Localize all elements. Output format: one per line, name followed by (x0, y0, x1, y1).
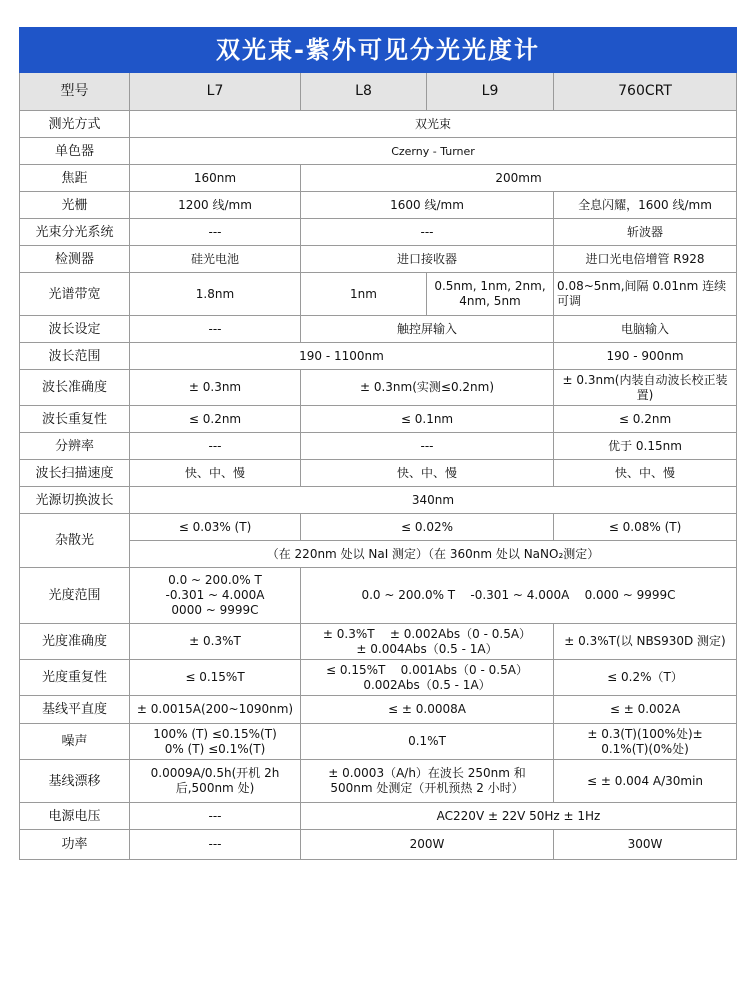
cell-value: 0.1%T (301, 724, 554, 760)
cell-line: 0% (T) ≤0.1%(T) (164, 741, 266, 756)
cell-value (130, 724, 301, 760)
table-row (20, 460, 737, 487)
table-row (20, 696, 737, 724)
cell-line: ± 0.3(T)(100%处)± (587, 726, 703, 741)
table-row (20, 624, 737, 660)
cell-value: ± 0.3%T(以 NBS930D 测定) (554, 624, 737, 660)
row-label: 噪声 (20, 724, 130, 760)
cell-value: 340nm (130, 487, 737, 514)
row-label: 光度重复性 (20, 660, 130, 696)
cell-value: ≤ ± 0.004 A/30min (554, 760, 737, 803)
cell-value: ≤ 0.08% (T) (554, 514, 737, 541)
row-label: 波长扫描速度 (20, 460, 130, 487)
cell-value (130, 760, 301, 803)
cell-value: --- (130, 219, 301, 246)
cell-value (301, 660, 554, 696)
table-row (20, 760, 737, 803)
cell-value: --- (130, 433, 301, 460)
cell-value: 硅光电池 (130, 246, 301, 273)
cell-line: ± 0.3%T ± 0.002Abs（0 - 0.5A） (322, 626, 532, 641)
cell-line: -0.301 ~ 4.000A (165, 588, 265, 602)
cell-value (554, 724, 737, 760)
cell-line: 后,500nm 处) (175, 781, 255, 795)
table-row (20, 830, 737, 860)
cell-value: 全息闪耀，1600 线/mm (554, 192, 737, 219)
table-row (20, 343, 737, 370)
table-row (20, 370, 737, 406)
row-label: 光束分光系统 (20, 219, 130, 246)
row-label: 分辨率 (20, 433, 130, 460)
table-row (20, 406, 737, 433)
cell-value: --- (130, 830, 301, 860)
header-model-760crt: 760CRT (554, 73, 737, 111)
page-title: 双光束-紫外可见分光光度计 (20, 28, 737, 73)
cell-value: 1600 线/mm (301, 192, 554, 219)
cell-note: （在 220nm 处以 NaI 测定）（在 360nm 处以 NaNO₂测定） (130, 541, 737, 568)
cell-value: ± 0.3nm(内装自动波长校正装置) (554, 370, 737, 406)
table-row (20, 433, 737, 460)
cell-value: ± 0.3nm(实测≤0.2nm) (301, 370, 554, 406)
cell-value: ± 0.0015A(200~1090nm) (130, 696, 301, 724)
cell-value: 快、中、慢 (554, 460, 737, 487)
cell-value: 0.5nm, 1nm, 2nm, 4nm, 5nm (427, 273, 554, 316)
table-row (20, 316, 737, 343)
row-label: 基线平直度 (20, 696, 130, 724)
table-row (20, 165, 737, 192)
cell-line: 0.1%(T)(0%处) (601, 741, 689, 756)
table-row (20, 192, 737, 219)
cell-value: 优于 0.15nm (554, 433, 737, 460)
row-label: 波长设定 (20, 316, 130, 343)
row-label: 检测器 (20, 246, 130, 273)
cell-value: Czerny - Turner (130, 138, 737, 165)
cell-value: 1.8nm (130, 273, 301, 316)
cell-line: 0000 ~ 9999C (171, 603, 259, 617)
cell-value: 300W (554, 830, 737, 860)
row-label: 光谱带宽 (20, 273, 130, 316)
row-label: 光度范围 (20, 568, 130, 624)
cell-line: 100% (T) ≤0.15%(T) (153, 726, 277, 741)
cell-value: ≤ 0.02% (301, 514, 554, 541)
cell-line: 0.002Abs（0.5 - 1A） (363, 677, 491, 692)
row-label: 光度准确度 (20, 624, 130, 660)
cell-value: ≤ 0.1nm (301, 406, 554, 433)
cell-line: 0.0009A/0.5h(开机 2h (150, 766, 280, 780)
row-label: 波长准确度 (20, 370, 130, 406)
cell-value: --- (130, 803, 301, 830)
table-row (20, 273, 737, 316)
cell-line: ± 0.004Abs（0.5 - 1A） (356, 641, 498, 656)
row-label: 功率 (20, 830, 130, 860)
cell-line: ≤ 0.15%T 0.001Abs（0 - 0.5A） (326, 662, 528, 677)
cell-value: 190 - 1100nm (130, 343, 554, 370)
row-label: 电源电压 (20, 803, 130, 830)
header-row (20, 73, 737, 111)
cell-value: ≤ 0.15%T (130, 660, 301, 696)
cell-value: --- (301, 433, 554, 460)
cell-value: 0.0 ~ 200.0% T -0.301 ~ 4.000A 0.000 ~ 9999C (301, 568, 737, 624)
row-label: 测光方式 (20, 111, 130, 138)
row-label: 单色器 (20, 138, 130, 165)
cell-value: --- (130, 316, 301, 343)
row-label: 光栅 (20, 192, 130, 219)
cell-value: ± 0.3nm (130, 370, 301, 406)
title-row (20, 28, 737, 73)
cell-line: 500nm 处测定（开机预热 2 小时） (330, 781, 524, 795)
row-label: 基线漂移 (20, 760, 130, 803)
cell-value: ≤ ± 0.002A (554, 696, 737, 724)
cell-value: 1200 线/mm (130, 192, 301, 219)
cell-value: AC220V ± 22V 50Hz ± 1Hz (301, 803, 737, 830)
header-label: 型号 (20, 73, 130, 111)
table-row (20, 219, 737, 246)
cell-value: ≤ ± 0.0008A (301, 696, 554, 724)
cell-value: 160nm (130, 165, 301, 192)
cell-value: 斩波器 (554, 219, 737, 246)
table-row (20, 803, 737, 830)
cell-value: ≤ 0.2%（T） (554, 660, 737, 696)
table-row (20, 514, 737, 541)
cell-value (130, 568, 301, 624)
row-label: 焦距 (20, 165, 130, 192)
header-model-l9: L9 (427, 73, 554, 111)
cell-value: ± 0.3%T (130, 624, 301, 660)
table-row (20, 660, 737, 696)
cell-value: 200mm (301, 165, 737, 192)
cell-value: 进口接收器 (301, 246, 554, 273)
cell-line: 0.0 ~ 200.0% T (168, 573, 262, 587)
cell-value: 200W (301, 830, 554, 860)
cell-value: 0.08~5nm,间隔 0.01nm 连续可调 (554, 273, 737, 316)
table-row (20, 246, 737, 273)
table-row (20, 111, 737, 138)
cell-value: 快、中、慢 (130, 460, 301, 487)
header-model-l8: L8 (301, 73, 427, 111)
cell-value: 双光束 (130, 111, 737, 138)
table-row (20, 487, 737, 514)
row-label: 波长范围 (20, 343, 130, 370)
row-label: 波长重复性 (20, 406, 130, 433)
cell-value: ≤ 0.03% (T) (130, 514, 301, 541)
cell-value: 快、中、慢 (301, 460, 554, 487)
table-row (20, 568, 737, 624)
cell-value: 触控屏输入 (301, 316, 554, 343)
cell-value: ≤ 0.2nm (130, 406, 301, 433)
cell-value: 进口光电倍增管 R928 (554, 246, 737, 273)
cell-line: ± 0.0003（A/h）在波长 250nm 和 (328, 766, 526, 780)
cell-value: 190 - 900nm (554, 343, 737, 370)
table-row (20, 138, 737, 165)
cell-value (301, 760, 554, 803)
cell-value (301, 624, 554, 660)
cell-value: 1nm (301, 273, 427, 316)
cell-value: --- (301, 219, 554, 246)
row-label: 杂散光 (20, 514, 130, 568)
row-label: 光源切换波长 (20, 487, 130, 514)
table-row (20, 724, 737, 760)
header-model-l7: L7 (130, 73, 301, 111)
cell-value: 电脑输入 (554, 316, 737, 343)
cell-value: ≤ 0.2nm (554, 406, 737, 433)
spec-table (19, 27, 737, 860)
